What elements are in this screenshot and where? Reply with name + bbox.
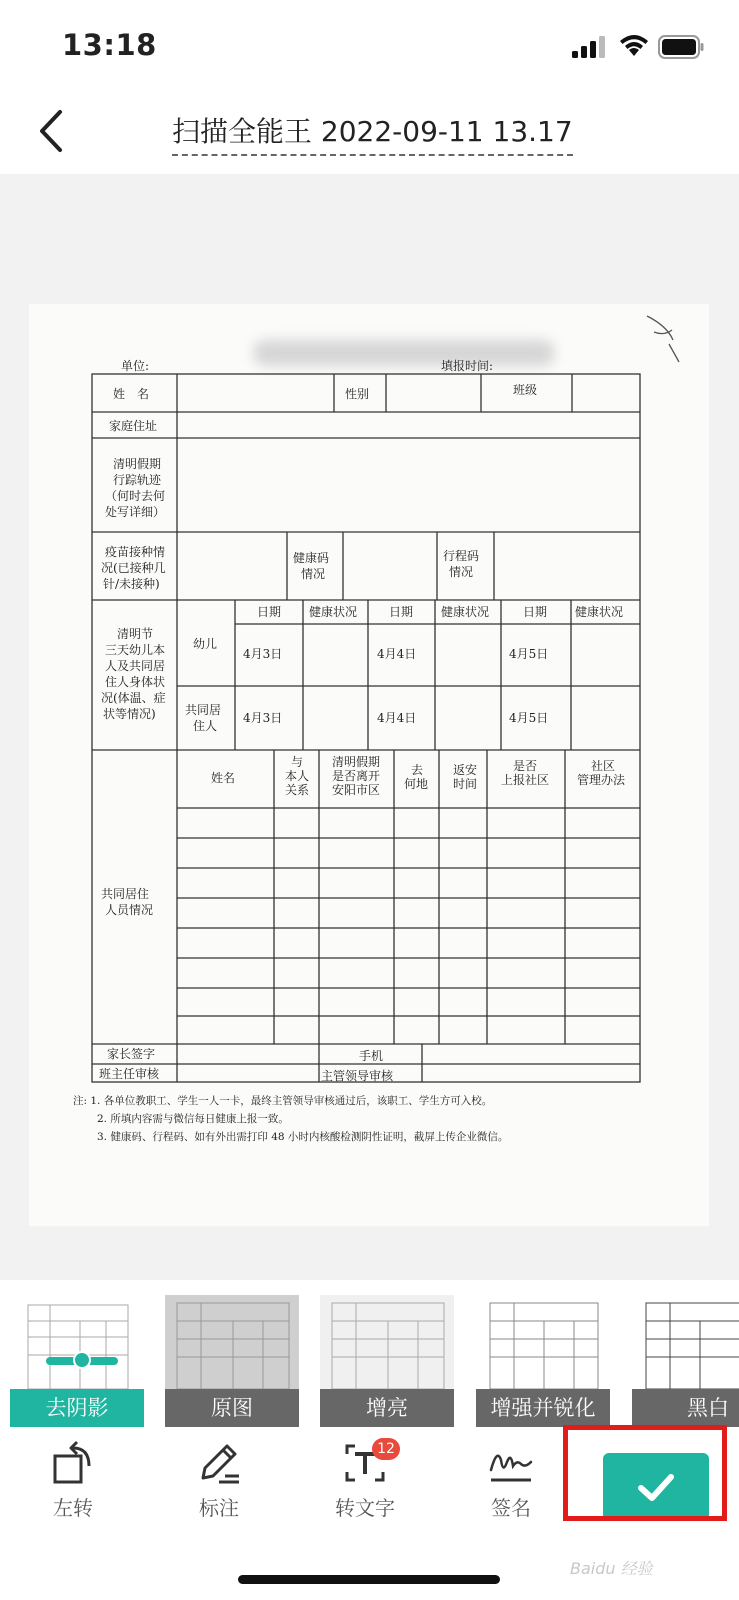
svg-text:行程码: 行程码 [443,549,480,563]
svg-text:清明假期: 清明假期 [332,755,381,769]
svg-text:住人: 住人 [193,719,218,733]
battery-icon [658,35,704,59]
svg-text:去: 去 [411,763,424,777]
ocr-button[interactable] [310,1440,420,1530]
health-header-2: 健康状况 [441,605,490,619]
svg-text:与: 与 [291,755,304,769]
parent-sign-label: 家长签字 [107,1047,156,1061]
confirm-highlight-frame [563,1425,727,1521]
filter-label: 增亮 [320,1389,454,1427]
col-return-time [453,762,477,791]
cohab-apr3: 4月3日 [243,711,283,725]
back-chevron-icon[interactable] [32,106,70,156]
svg-text:共同居住: 共同居住 [101,887,150,901]
svg-text:三天幼儿本: 三天幼儿本 [105,643,166,657]
svg-text:住人身体状: 住人身体状 [105,675,166,689]
svg-text:人员情况: 人员情况 [105,903,154,917]
filter-enhance-sharpen[interactable] [476,1295,610,1427]
child-apr4: 4月4日 [377,647,417,661]
baidu-watermark: Baidu 经验 [570,1559,653,1578]
date-header-2: 日期 [389,605,414,619]
filter-label: 增强并锐化 [476,1389,610,1427]
svg-text:社区: 社区 [591,759,616,773]
svg-text:况(体温、症: 况(体温、症 [101,691,166,705]
cohab-info-label [101,886,153,917]
svg-text:清明节: 清明节 [117,627,154,641]
child-label: 幼儿 [193,637,218,651]
child-apr3: 4月3日 [243,647,283,661]
svg-text:3. 健康码、行程码、如有外出需打印 48 小时内核酸检测: 3. 健康码、行程码、如有外出需打印 48 小时内核酸检测阴性证明，截屏上传企业微信。 [97,1131,509,1143]
filter-brighten[interactable] [320,1295,454,1427]
health-form-table [29,304,709,1226]
filter-remove-shadow[interactable] [10,1295,144,1427]
svg-text:处写详细）: 处写详细） [105,505,166,519]
svg-text:清明假期: 清明假期 [113,457,162,471]
fill-time-label: 填报时间: [441,359,494,373]
col-left-city [332,754,380,797]
annotate-label: 标注 [199,1496,239,1520]
pen-icon [195,1440,243,1486]
health-header-1: 健康状况 [309,605,358,619]
document-preview-area [0,174,739,1280]
date-header-1: 日期 [257,605,282,619]
teacher-review-label: 班主任审核 [99,1067,160,1081]
svg-text:状等情况): 状等情况) [103,707,156,721]
col-report [501,759,549,787]
svg-text:关系: 关系 [285,783,310,797]
vaccine-label [101,544,166,591]
svg-text:健康码: 健康码 [293,551,330,565]
svg-text:何地: 何地 [404,777,429,791]
nav-header [0,92,739,174]
col-destination [404,762,428,791]
filter-thumb-original [165,1295,299,1389]
svg-text:管理办法: 管理办法 [577,773,626,787]
health-header-3: 健康状况 [575,605,624,619]
ocr-label: 转文字 [335,1496,395,1520]
gender-label: 性别 [345,387,370,401]
svg-text:况(已接种几: 况(已接种几 [101,561,166,575]
signature-label: 签名 [491,1496,531,1520]
class-label: 班级 [513,383,538,397]
filter-label: 黑白 [632,1389,739,1427]
filter-intensity-knob[interactable] [73,1351,91,1369]
rotate-left-icon [49,1440,97,1486]
cohab-apr5: 4月5日 [509,711,549,725]
rotate-left-button[interactable] [18,1440,128,1530]
col-relation [285,755,309,797]
svg-text:情况: 情况 [301,567,326,581]
filter-strip [0,1280,739,1430]
signature-button[interactable] [456,1440,566,1530]
scanned-page[interactable] [29,304,709,1226]
cohabitant-label [185,702,221,733]
trip-code-label [443,549,479,579]
svg-text:2. 所填内容需与微信每日健康上报一致。: 2. 所填内容需与微信每日健康上报一致。 [97,1113,289,1125]
svg-text:时间: 时间 [453,777,478,791]
filter-label: 原图 [165,1389,299,1427]
cohab-apr4: 4月4日 [377,711,417,725]
qm-health-label [101,626,166,721]
home-indicator[interactable] [238,1575,500,1584]
col-method [577,758,626,787]
child-apr5: 4月5日 [509,647,549,661]
address-label: 家庭住址 [109,419,158,433]
form-notes [73,1094,508,1143]
annotate-button[interactable] [164,1440,274,1530]
signature-icon [487,1440,535,1486]
leader-review-label: 主管领导审核 [321,1069,394,1083]
date-header-3: 日期 [523,605,548,619]
svg-text:行踪轨迹: 行踪轨迹 [113,473,162,487]
filter-thumb-enhance-sharpen [476,1295,610,1389]
unit-label: 单位: [121,359,150,373]
rotate-left-label: 左转 [53,1496,93,1520]
health-code-label [293,550,329,581]
wifi-icon [618,32,650,58]
status-bar [0,0,739,92]
svg-text:疫苗接种情: 疫苗接种情 [105,545,166,559]
qm-track-label [105,456,165,519]
svg-text:共同居: 共同居 [185,703,222,717]
svg-text:注: 1. 各单位教职工、学生一人一卡，最终主管领导审核通过: 注: 1. 各单位教职工、学生一人一卡，最终主管领导审核通过后，该职工、学生方可入校。 [73,1095,493,1107]
svg-text:针/未接种): 针/未接种) [103,577,160,591]
svg-text:（何时去何: （何时去何 [105,489,166,503]
svg-text:本人: 本人 [285,769,310,783]
filter-thumb-remove-shadow [10,1295,144,1389]
svg-text:安阳市区: 安阳市区 [332,783,381,797]
name-label: 姓 名 [113,387,150,401]
svg-text:上报社区: 上报社区 [501,773,550,787]
ocr-count-badge: 12 [372,1438,400,1460]
phone-label: 手机 [359,1049,384,1063]
filter-black-white[interactable] [632,1295,739,1427]
cellular-signal-icon [572,36,606,58]
svg-text:是否: 是否 [513,759,538,773]
svg-text:人及共同居: 人及共同居 [105,659,166,673]
document-title[interactable]: 扫描全能王 2022-09-11 13.17 [172,110,573,156]
svg-text:情况: 情况 [449,565,474,579]
svg-text:返安: 返安 [453,763,478,777]
col-name: 姓名 [211,771,236,785]
status-time: 13:18 [62,28,157,62]
svg-text:是否离开: 是否离开 [332,769,381,783]
filter-original[interactable] [165,1295,299,1427]
filter-thumb-brighten [320,1295,454,1389]
filter-thumb-black-white [632,1295,739,1389]
filter-label: 去阴影 [10,1389,144,1427]
